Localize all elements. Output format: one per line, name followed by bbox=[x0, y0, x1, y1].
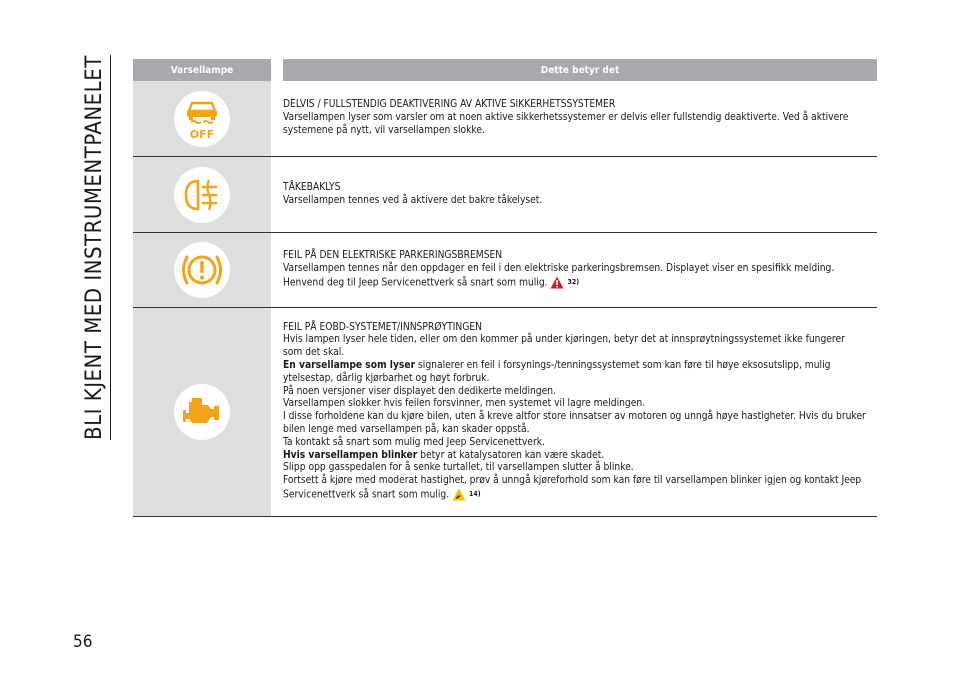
rear-fog-light-icon bbox=[182, 175, 222, 215]
row-text: Varsellampen tennes ved å aktivere det bakre tåkelyset. bbox=[283, 194, 543, 206]
row-title: TÅKEBAKLYS bbox=[283, 181, 341, 193]
parking-brake-failure-icon bbox=[179, 250, 225, 290]
icon-cell bbox=[133, 157, 271, 232]
row-text: Varsellampen tennes når den oppdager en feil i den elektriske parkeringsbremsen. Displayet viser en spesifikk melding. Henvend deg til Jeep Servicenettverk så snart som mulig. bbox=[283, 262, 835, 289]
icon-cell bbox=[133, 81, 271, 156]
row-title: FEIL PÅ EOBD-SYSTEMET/INNSPRØYTINGEN bbox=[283, 321, 482, 333]
header-warning-light: Varsellampe bbox=[170, 64, 234, 76]
caution-triangle-icon bbox=[452, 488, 466, 501]
reference-number: 14) bbox=[469, 490, 481, 499]
row-paragraph: Hvis lampen lyser hele tiden, eller om den kommer på under kjøringen, betyr det at innsprøytningssystemet ikke fungerer som det skal. bbox=[283, 334, 845, 359]
row-paragraph: En varsellampe som lyser signalerer en feil i forsynings-/tenningssystemet som kan føre til høye eksosutslipp, mulig ytelsestap, dårlig kjørbarhet og høyt forbruk. bbox=[283, 360, 831, 384]
icon-cell bbox=[133, 233, 271, 307]
table-row bbox=[133, 308, 877, 517]
warning-reference bbox=[550, 276, 579, 289]
danger-triangle-icon bbox=[550, 276, 564, 289]
row-title: DELVIS / FULLSTENDIG DEAKTIVERING AV AKTIVE SIKKERHETSSYSTEMER bbox=[283, 99, 616, 111]
icon-off-label: OFF bbox=[189, 127, 215, 141]
row-title: FEIL PÅ DEN ELEKTRISKE PARKERINGSBREMSEN bbox=[283, 250, 503, 262]
row-paragraph: Fortsett å kjøre med moderat hastighet, prøv å unngå kjøreforhold som kan føre til varsellampen blinker igjen og kontakt Jeep Servicenettverk så snart som mulig. 14) bbox=[283, 475, 862, 501]
row-text: Varsellampen lyser som varsler om at noen aktive sikkerhetssystemer er delvis eller fullstendig deaktiverte. Ved å aktivere systemene på nytt, vil varsellampen slokke. bbox=[283, 112, 849, 136]
description-cell bbox=[271, 157, 877, 232]
header-meaning: Dette betyr det bbox=[540, 64, 620, 76]
description-cell bbox=[271, 233, 877, 307]
table-header bbox=[133, 59, 877, 81]
engine-check-icon bbox=[180, 396, 224, 428]
table-row bbox=[133, 81, 877, 157]
page-number: 56 bbox=[73, 632, 93, 652]
warning-reference bbox=[452, 488, 481, 501]
bold-phrase: En varsellampe som lyser bbox=[283, 360, 416, 372]
stability-control-off-icon bbox=[182, 97, 222, 141]
table-row bbox=[133, 233, 877, 308]
warning-lights-table bbox=[133, 59, 877, 517]
table-row bbox=[133, 157, 877, 233]
row-paragraph: Slipp opp gasspedalen for å senke turtallet, til varsellampen slutter å blinke. bbox=[283, 462, 634, 474]
row-text-wrapper bbox=[283, 263, 867, 290]
icon-cell bbox=[133, 308, 271, 516]
reference-number: 32) bbox=[567, 277, 580, 286]
row-paragraph: Varsellampen slokker hvis feilen forsvinner, men systemet vil lagre meldingen. bbox=[283, 398, 646, 410]
row-paragraph: På noen versjoner viser displayet den dedikerte meldingen. bbox=[283, 385, 556, 397]
bold-phrase: Hvis varsellampen blinker bbox=[283, 449, 418, 461]
row-paragraph: Hvis varsellampen blinker betyr at katalysatoren kan være skadet. bbox=[283, 449, 605, 461]
row-paragraph: I disse forholdene kan du kjøre bilen, uten å kreve altfor store innsatser av motoren og unngå høye hastigheter. Hvis du bruker bilen lenge med varsellampen på, kan skader oppstå. bbox=[283, 411, 866, 436]
row-paragraph: Ta kontakt så snart som mulig med Jeep Servicenettverk. bbox=[283, 436, 545, 448]
description-cell bbox=[271, 81, 877, 156]
description-cell bbox=[271, 308, 877, 516]
side-title: BLI KJENT MED INSTRUMENTPANELET bbox=[80, 55, 111, 440]
